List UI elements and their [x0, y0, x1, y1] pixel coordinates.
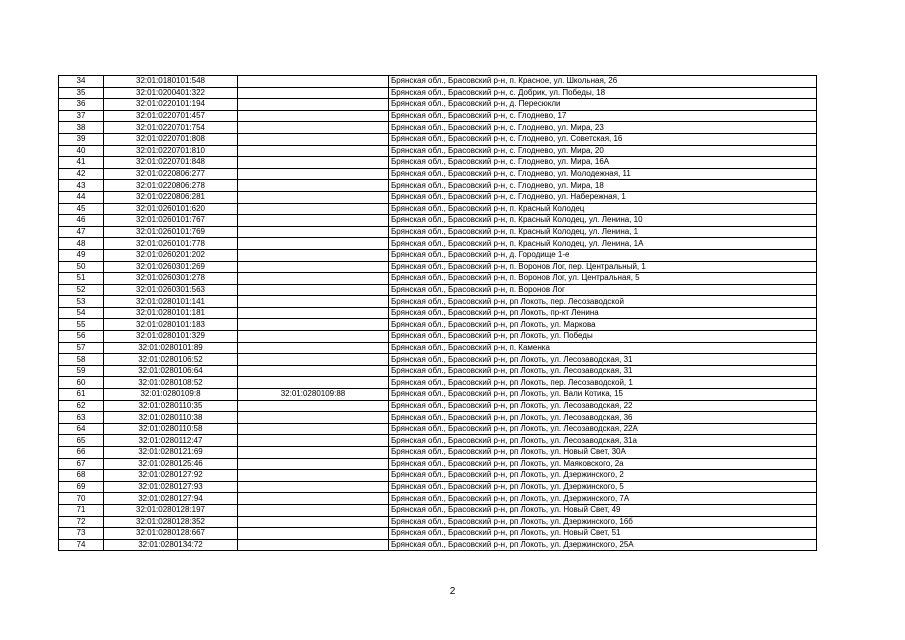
table-row	[59, 133, 817, 145]
row-number-cell: 42	[59, 168, 104, 180]
extra-cadastral-cell	[238, 342, 389, 354]
table-row	[59, 273, 817, 285]
table-row	[59, 180, 817, 192]
cadastral-number-cell: 32:01:0220701:848	[104, 157, 238, 169]
cadastral-number-cell: 32:01:0280134:72	[104, 539, 238, 551]
extra-cadastral-cell	[238, 99, 389, 111]
table-row	[59, 493, 817, 505]
page-number: 2	[449, 586, 456, 597]
table-row	[59, 215, 817, 227]
extra-cadastral-cell	[238, 180, 389, 192]
cadastral-number-cell: 32:01:0280101:141	[104, 296, 238, 308]
row-number-cell: 54	[59, 307, 104, 319]
table-row	[59, 331, 817, 343]
row-number-cell: 64	[59, 423, 104, 435]
row-number-cell: 66	[59, 447, 104, 459]
table-row	[59, 423, 817, 435]
cadastral-number-cell: 32:01:0260301:563	[104, 284, 238, 296]
cadastral-number-cell: 32:01:0220701:810	[104, 145, 238, 157]
extra-cadastral-cell: 32:01:0280109:88	[238, 389, 389, 401]
address-cell: Брянская обл., Брасовский р-н, д. Городище 1-е	[389, 249, 817, 261]
address-cell: Брянская обл., Брасовский р-н, с. Глоднево, ул. Мира, 18	[389, 180, 817, 192]
row-number-cell: 74	[59, 539, 104, 551]
table-row	[59, 389, 817, 401]
address-cell: Брянская обл., Брасовский р-н, д. Пересюкли	[389, 99, 817, 111]
address-cell: Брянская обл., Брасовский р-н, с. Глоднево, ул. Мира, 16А	[389, 157, 817, 169]
address-cell: Брянская обл., Брасовский р-н, п. Красный Колодец, ул. Ленина, 10	[389, 215, 817, 227]
row-number-cell: 65	[59, 435, 104, 447]
address-cell: Брянская обл., Брасовский р-н, рп Локоть, ул. Лесозаводская, 22	[389, 400, 817, 412]
row-number-cell: 47	[59, 226, 104, 238]
address-cell: Брянская обл., Брасовский р-н, с. Глоднево, ул. Набережная, 1	[389, 191, 817, 203]
table-row	[59, 528, 817, 540]
cadastral-number-cell: 32:01:0280101:181	[104, 307, 238, 319]
row-number-cell: 73	[59, 528, 104, 540]
table-row	[59, 470, 817, 482]
extra-cadastral-cell	[238, 249, 389, 261]
table-row	[59, 122, 817, 134]
address-cell: Брянская обл., Брасовский р-н, п. Красный Колодец, ул. Ленина, 1	[389, 226, 817, 238]
row-number-cell: 50	[59, 261, 104, 273]
row-number-cell: 71	[59, 504, 104, 516]
extra-cadastral-cell	[238, 261, 389, 273]
extra-cadastral-cell	[238, 87, 389, 99]
cadastral-number-cell: 32:01:0280128:667	[104, 528, 238, 540]
row-number-cell: 37	[59, 110, 104, 122]
row-number-cell: 53	[59, 296, 104, 308]
extra-cadastral-cell	[238, 423, 389, 435]
address-cell: Брянская обл., Брасовский р-н, с. Глоднево, ул. Советская, 16	[389, 133, 817, 145]
table-row	[59, 261, 817, 273]
address-cell: Брянская обл., Брасовский р-н, рп Локоть, ул. Лесозаводская, 31	[389, 354, 817, 366]
row-number-cell: 52	[59, 284, 104, 296]
row-number-cell: 56	[59, 331, 104, 343]
row-number-cell: 36	[59, 99, 104, 111]
extra-cadastral-cell	[238, 481, 389, 493]
address-cell: Брянская обл., Брасовский р-н, рп Локоть, ул. Маркова	[389, 319, 817, 331]
table-row	[59, 157, 817, 169]
address-cell: Брянская обл., Брасовский р-н, рп Локоть, пр-кт Ленина	[389, 307, 817, 319]
extra-cadastral-cell	[238, 273, 389, 285]
cadastral-number-cell: 32:01:0220701:754	[104, 122, 238, 134]
table-row	[59, 412, 817, 424]
address-cell: Брянская обл., Брасовский р-н, рп Локоть, ул. Дзержинского, 7А	[389, 493, 817, 505]
table-row	[59, 203, 817, 215]
table-row	[59, 481, 817, 493]
table-row	[59, 76, 817, 88]
extra-cadastral-cell	[238, 354, 389, 366]
table-row	[59, 284, 817, 296]
table-row	[59, 354, 817, 366]
cadastral-number-cell: 32:01:0260101:767	[104, 215, 238, 227]
row-number-cell: 68	[59, 470, 104, 482]
cadastral-number-cell: 32:01:0280121:69	[104, 447, 238, 459]
cadastral-number-cell: 32:01:0280128:197	[104, 504, 238, 516]
row-number-cell: 44	[59, 191, 104, 203]
table-row	[59, 342, 817, 354]
address-cell: Брянская обл., Брасовский р-н, п. Каменка	[389, 342, 817, 354]
cadastral-number-cell: 32:01:0280101:183	[104, 319, 238, 331]
cadastral-number-cell: 32:01:0280108:52	[104, 377, 238, 389]
cadastral-number-cell: 32:01:0280109:8	[104, 389, 238, 401]
table-row	[59, 458, 817, 470]
address-cell: Брянская обл., Брасовский р-н, рп Локоть, пер. Лесозаводской	[389, 296, 817, 308]
cadastral-number-cell: 32:01:0220806:277	[104, 168, 238, 180]
address-cell: Брянская обл., Брасовский р-н, рп Локоть, пер. Лесозаводской, 1	[389, 377, 817, 389]
address-cell: Брянская обл., Брасовский р-н, п. Красный Колодец, ул. Ленина, 1А	[389, 238, 817, 250]
address-cell: Брянская обл., Брасовский р-н, рп Локоть, ул. Дзержинского, 5	[389, 481, 817, 493]
row-number-cell: 41	[59, 157, 104, 169]
extra-cadastral-cell	[238, 458, 389, 470]
table-row	[59, 145, 817, 157]
table-row	[59, 516, 817, 528]
row-number-cell: 45	[59, 203, 104, 215]
row-number-cell: 35	[59, 87, 104, 99]
cadastral-number-cell: 32:01:0220101:194	[104, 99, 238, 111]
table-row	[59, 400, 817, 412]
row-number-cell: 48	[59, 238, 104, 250]
extra-cadastral-cell	[238, 157, 389, 169]
table-row	[59, 296, 817, 308]
cadastral-number-cell: 32:01:0280106:52	[104, 354, 238, 366]
extra-cadastral-cell	[238, 377, 389, 389]
cadastral-number-cell: 32:01:0260301:269	[104, 261, 238, 273]
row-number-cell: 72	[59, 516, 104, 528]
cadastral-number-cell: 32:01:0180101:548	[104, 76, 238, 88]
cadastral-number-cell: 32:01:0200401:322	[104, 87, 238, 99]
extra-cadastral-cell	[238, 447, 389, 459]
cadastral-number-cell: 32:01:0280128:352	[104, 516, 238, 528]
extra-cadastral-cell	[238, 412, 389, 424]
table-row	[59, 435, 817, 447]
extra-cadastral-cell	[238, 365, 389, 377]
cadastral-number-cell: 32:01:0280101:329	[104, 331, 238, 343]
address-cell: Брянская обл., Брасовский р-н, рп Локоть, ул. Маяковского, 2а	[389, 458, 817, 470]
extra-cadastral-cell	[238, 284, 389, 296]
row-number-cell: 63	[59, 412, 104, 424]
table-row	[59, 249, 817, 261]
cadastral-number-cell: 32:01:0280127:94	[104, 493, 238, 505]
extra-cadastral-cell	[238, 110, 389, 122]
extra-cadastral-cell	[238, 226, 389, 238]
extra-cadastral-cell	[238, 145, 389, 157]
address-cell: Брянская обл., Брасовский р-н, п. Красное, ул. Школьная, 26	[389, 76, 817, 88]
address-cell: Брянская обл., Брасовский р-н, с. Глоднево, 17	[389, 110, 817, 122]
address-cell: Брянская обл., Брасовский р-н, п. Красный Колодец	[389, 203, 817, 215]
table-row	[59, 168, 817, 180]
extra-cadastral-cell	[238, 215, 389, 227]
address-cell: Брянская обл., Брасовский р-н, рп Локоть, ул. Вали Котика, 15	[389, 389, 817, 401]
address-cell: Брянская обл., Брасовский р-н, рп Локоть, ул. Лесозаводская, 36	[389, 412, 817, 424]
cadastral-number-cell: 32:01:0260101:769	[104, 226, 238, 238]
cadastral-number-cell: 32:01:0260301:278	[104, 273, 238, 285]
cadastral-number-cell: 32:01:0220806:281	[104, 191, 238, 203]
address-cell: Брянская обл., Брасовский р-н, с. Глоднево, ул. Мира, 20	[389, 145, 817, 157]
address-cell: Брянская обл., Брасовский р-н, с. Глоднево, ул. Мира, 23	[389, 122, 817, 134]
extra-cadastral-cell	[238, 307, 389, 319]
row-number-cell: 46	[59, 215, 104, 227]
table-row	[59, 539, 817, 551]
row-number-cell: 62	[59, 400, 104, 412]
row-number-cell: 58	[59, 354, 104, 366]
cadastral-number-cell: 32:01:0280101:89	[104, 342, 238, 354]
address-cell: Брянская обл., Брасовский р-н, рп Локоть, ул. Лесозаводская, 31а	[389, 435, 817, 447]
cadastral-number-cell: 32:01:0280106:64	[104, 365, 238, 377]
extra-cadastral-cell	[238, 528, 389, 540]
extra-cadastral-cell	[238, 331, 389, 343]
extra-cadastral-cell	[238, 400, 389, 412]
address-cell: Брянская обл., Брасовский р-н, рп Локоть, ул. Победы	[389, 331, 817, 343]
extra-cadastral-cell	[238, 296, 389, 308]
cadastral-number-cell: 32:01:0220806:278	[104, 180, 238, 192]
table-row	[59, 191, 817, 203]
cadastral-number-cell: 32:01:0280127:92	[104, 470, 238, 482]
document-page	[58, 75, 817, 551]
extra-cadastral-cell	[238, 435, 389, 447]
table-row	[59, 238, 817, 250]
address-cell: Брянская обл., Брасовский р-н, п. Воронов Лог, пер. Центральный, 1	[389, 261, 817, 273]
cadastral-number-cell: 32:01:0260101:620	[104, 203, 238, 215]
row-number-cell: 34	[59, 76, 104, 88]
row-number-cell: 70	[59, 493, 104, 505]
row-number-cell: 49	[59, 249, 104, 261]
table-row	[59, 226, 817, 238]
extra-cadastral-cell	[238, 504, 389, 516]
row-number-cell: 39	[59, 133, 104, 145]
cadastral-number-cell: 32:01:0260201:202	[104, 249, 238, 261]
table-row	[59, 504, 817, 516]
table-row	[59, 447, 817, 459]
row-number-cell: 43	[59, 180, 104, 192]
table-row	[59, 110, 817, 122]
address-cell: Брянская обл., Брасовский р-н, рп Локоть, ул. Новый Свет, 49	[389, 504, 817, 516]
row-number-cell: 59	[59, 365, 104, 377]
cadastral-number-cell: 32:01:0220701:457	[104, 110, 238, 122]
address-cell: Брянская обл., Брасовский р-н, рп Локоть, ул. Лесозаводская, 31	[389, 365, 817, 377]
table-row	[59, 307, 817, 319]
cadastral-number-cell: 32:01:0280112:47	[104, 435, 238, 447]
address-cell: Брянская обл., Брасовский р-н, рп Локоть, ул. Дзержинского, 2	[389, 470, 817, 482]
extra-cadastral-cell	[238, 191, 389, 203]
extra-cadastral-cell	[238, 539, 389, 551]
extra-cadastral-cell	[238, 516, 389, 528]
row-number-cell: 67	[59, 458, 104, 470]
row-number-cell: 40	[59, 145, 104, 157]
cadastral-number-cell: 32:01:0280110:38	[104, 412, 238, 424]
table-row	[59, 319, 817, 331]
extra-cadastral-cell	[238, 122, 389, 134]
cadastral-number-cell: 32:01:0220701:808	[104, 133, 238, 145]
row-number-cell: 55	[59, 319, 104, 331]
table-row	[59, 87, 817, 99]
land-plots-table	[58, 75, 817, 551]
row-number-cell: 60	[59, 377, 104, 389]
extra-cadastral-cell	[238, 203, 389, 215]
row-number-cell: 51	[59, 273, 104, 285]
extra-cadastral-cell	[238, 76, 389, 88]
cadastral-number-cell: 32:01:0260101:778	[104, 238, 238, 250]
row-number-cell: 61	[59, 389, 104, 401]
address-cell: Брянская обл., Брасовский р-н, с. Глоднево, ул. Молодежная, 11	[389, 168, 817, 180]
extra-cadastral-cell	[238, 168, 389, 180]
table-row	[59, 99, 817, 111]
table-row	[59, 365, 817, 377]
table-row	[59, 377, 817, 389]
cadastral-number-cell: 32:01:0280110:58	[104, 423, 238, 435]
address-cell: Брянская обл., Брасовский р-н, с. Добрик, ул. Победы, 18	[389, 87, 817, 99]
table-body	[59, 76, 817, 551]
extra-cadastral-cell	[238, 133, 389, 145]
address-cell: Брянская обл., Брасовский р-н, рп Локоть, ул. Дзержинского, 16б	[389, 516, 817, 528]
row-number-cell: 38	[59, 122, 104, 134]
cadastral-number-cell: 32:01:0280127:93	[104, 481, 238, 493]
row-number-cell: 57	[59, 342, 104, 354]
extra-cadastral-cell	[238, 238, 389, 250]
address-cell: Брянская обл., Брасовский р-н, п. Воронов Лог, ул. Центральная, 5	[389, 273, 817, 285]
cadastral-number-cell: 32:01:0280110:35	[104, 400, 238, 412]
extra-cadastral-cell	[238, 470, 389, 482]
address-cell: Брянская обл., Брасовский р-н, п. Воронов Лог	[389, 284, 817, 296]
address-cell: Брянская обл., Брасовский р-н, рп Локоть, ул. Дзержинского, 25А	[389, 539, 817, 551]
extra-cadastral-cell	[238, 493, 389, 505]
address-cell: Брянская обл., Брасовский р-н, рп Локоть, ул. Новый Свет, 51	[389, 528, 817, 540]
address-cell: Брянская обл., Брасовский р-н, рп Локоть, ул. Новый Свет, 30А	[389, 447, 817, 459]
cadastral-number-cell: 32:01:0280125:46	[104, 458, 238, 470]
row-number-cell: 69	[59, 481, 104, 493]
extra-cadastral-cell	[238, 319, 389, 331]
address-cell: Брянская обл., Брасовский р-н, рп Локоть, ул. Лесозаводская, 22А	[389, 423, 817, 435]
